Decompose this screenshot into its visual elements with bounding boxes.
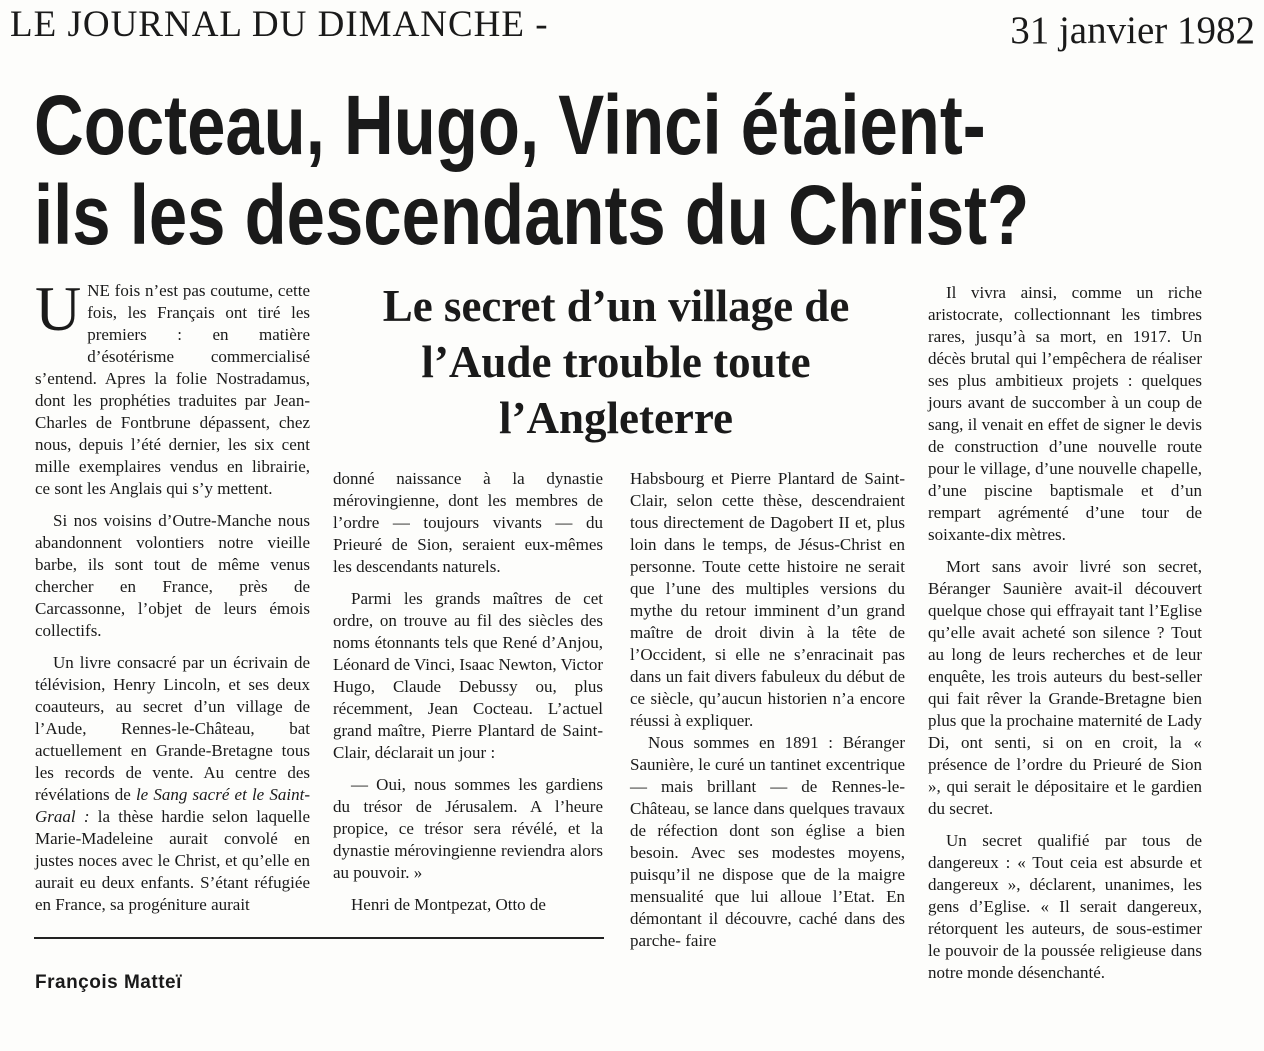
paragraph: Un secret qualifié par tous de dangereux : « Tout ceia est absurde et dangereux », déclarent, unanimes, les gens d’Eglise. « Il serait dangereux, rétorquent les auteurs, de sous-estimer le pouvoir de la poussée religieuse dans notre monde désenchanté. xyxy=(928,831,1202,982)
paragraph: Mort sans avoir livré son secret, Béranger Saunière avait-il découvert quelque chose qui effrayait tant l’Eglise qu’elle avait acheté son silence ? Tout au long de leurs recherches et de leur enquête, les trois auteurs du best-seller qui fait rêver la Grande-Bretagne bien plus que la prochaine maternité de Lady Di, ont senti, si on en croit, la « présence de l’ordre du Prieuré de Sion », qui serait le dépositaire et le gardien du secret. xyxy=(928,557,1202,818)
author-byline: François Matteï xyxy=(35,972,182,993)
paragraph-text: Un livre consacré par un écrivain de télévision, Henry Lincoln, et ses deux coauteurs, au secret d’un village de l’Aude, Rennes-le-Château, bat actuellement en Grande-Bretagne tous les records de vente. Au centre des révélations de xyxy=(35,653,310,804)
headline-line-1: Cocteau, Hugo, Vinci étaient- xyxy=(34,78,986,172)
paragraph: Henri de Montpezat, Otto de xyxy=(351,895,546,914)
text-column-2 xyxy=(333,468,603,928)
article-subheadline: Le secret d’un village de l’Aude trouble toute l’Angleterre xyxy=(382,281,850,443)
headline-line-2: ils les descendants du Christ? xyxy=(34,168,1030,262)
newspaper-masthead: LE JOURNAL DU DIMANCHE - xyxy=(10,4,549,45)
paragraph: Habsbourg et Pierre Plantard de Saint-Clair, selon cette thèse, descendraient tous directement de Dagobert II et, plus loin dans le temps, de Jésus-Christ en personne. Toute cette histoire ne serait que l’une des multiples versions du mythe du retour imminent d’un grand maître de droit divin à la tête de l’Occident, si elle ne s’enracinait pas dans un fait divers fabuleux du début de ce siècle, qu’aucun historien n’a encore réussi à expliquer. xyxy=(630,469,905,730)
paragraph xyxy=(35,652,310,916)
quote-paragraph: — Oui, nous sommes les gardiens du trésor de Jérusalem. A l’heure propice, ce trésor sera révélé, et la dynastie mérovingienne reviendra alors au pouvoir. » xyxy=(333,775,603,882)
paragraph: Nous sommes en 1891 : Béranger Saunière, le curé un tantinet excentrique — mais brillant — de Rennes-le-Château, se lance dans quelques travaux de réfection dont son église a bien besoin. Avec ses modestes moyens, puisqu’il ne dispose que de la maigre mensualité que lui alloue l’Etat. En démontant il découvre, caché dans des parche- faire xyxy=(630,733,905,950)
book-title: le Sang sacré et le Saint-Graal : xyxy=(35,785,310,826)
issue-date: 31 janvier 1982 xyxy=(1010,9,1255,52)
article-headline xyxy=(34,80,1034,270)
paragraph: Parmi les grands maîtres de cet ordre, on trouve au fil des siècles des noms étonnants tels que René d’Anjou, Léonard de Vinci, Isaac Newton, Victor Hugo, Claude Debussy ou, plus récemment, Jean Cocteau. L’actuel grand maître, Pierre Plantard de Saint-Clair, déclarait un jour : xyxy=(333,589,603,762)
paragraph: donné naissance à la dynastie mérovingienne, dont les membres de l’ordre — toujours vivants — du Prieuré de Sion, seraient eux-mêmes les descendants naturels. xyxy=(333,469,603,576)
drop-cap: U xyxy=(35,273,82,344)
text-column-1 xyxy=(35,273,310,925)
paragraph: Il vivra ainsi, comme un riche aristocrate, collectionnant les timbres rares, jusqu’à sa mort, en 1917. Un décès brutal qui l’empêchera de réaliser ses plus ambitieux projets : quelques jours avant de succomber à un coup de sang, il venait en effet de signer le devis de construction d’une nouvelle route pour le village, d’une nouvelle chapelle, d’une piscine baptismale et d’un rempart agrémenté d’une tour de soixante-dix mètres. xyxy=(928,283,1202,544)
paragraph: NE fois n’est pas coutume, cette fois, les Français ont tiré les premiers : en matière d’ésotérisme commercialisé s’entend. Apres la folie Nostradamus, dont les prophéties traduites par Jean-Charles de Fontbrune dépassent, chez nous, depuis l’été dernier, les six cent mille exemplaires vendus en librairie, ce sont les Anglais qui s’y mettent. xyxy=(35,281,310,498)
text-column-3 xyxy=(630,468,905,1038)
text-column-4 xyxy=(928,282,1202,1042)
paragraph-text: la thèse hardie selon laquelle Marie-Madeleine aurait convolé en justes noces avec le Christ, et qu’elle en aurait eu deux enfants. S’étant réfugiée en France, sa progéniture aurait xyxy=(35,807,310,914)
column-divider-rule xyxy=(34,937,604,939)
paragraph: Si nos voisins d’Outre-Manche nous abandonnent volontiers notre vieille barbe, ils sont tout de même venus chercher en France, près de Carcassonne, l’objet de leurs émois collectifs. xyxy=(35,511,310,640)
